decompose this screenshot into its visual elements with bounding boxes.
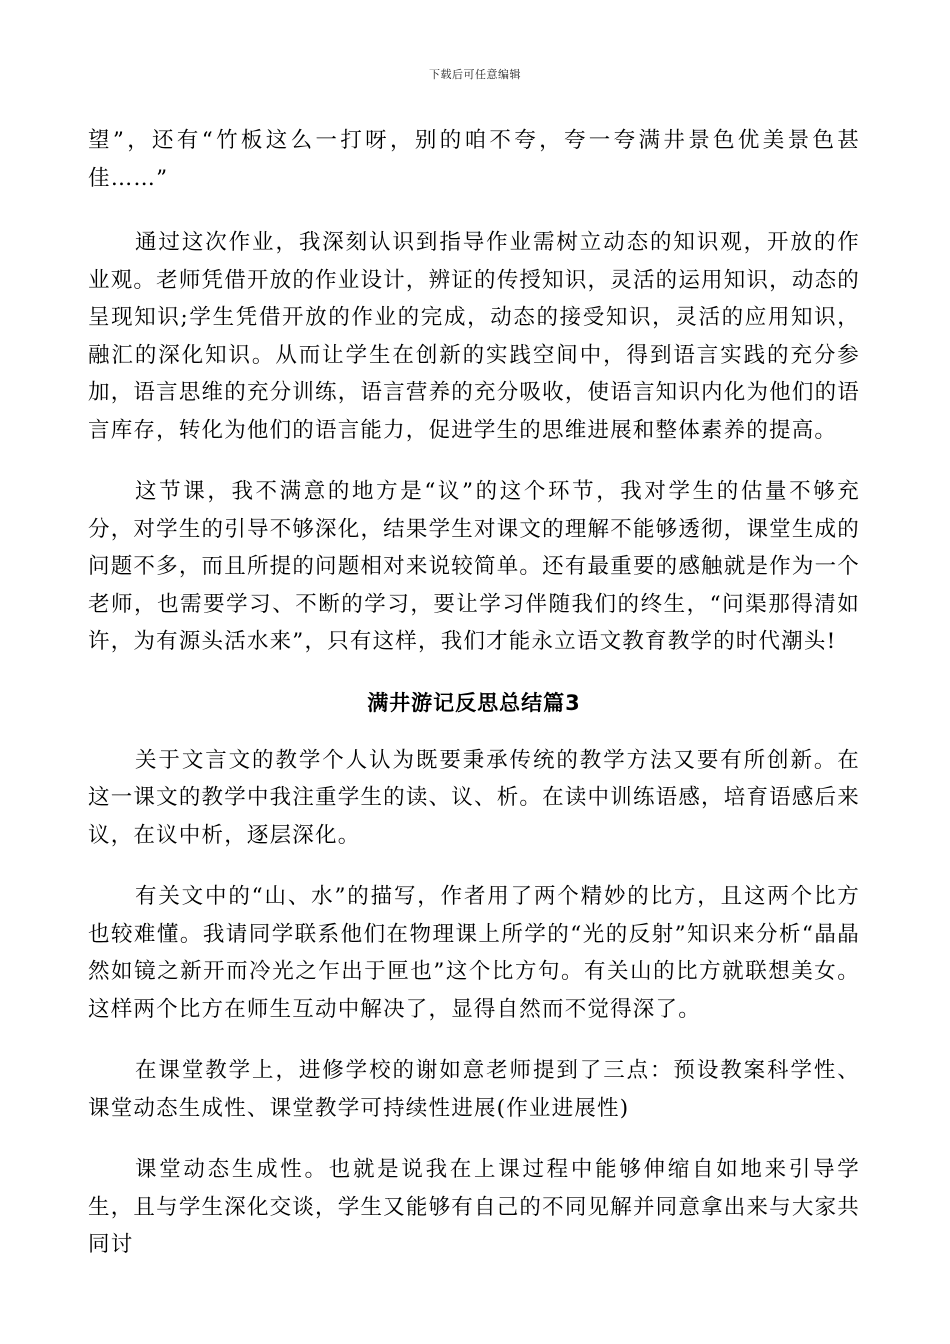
paragraph: 通过这次作业，我深刻认识到指导作业需树立动态的知识观，开放的作业观。老师凭借开放的作业设计，辨证的传授知识，灵活的运用知识，动态的呈现知识;学生凭借开放的作业的完成，动态的接受知识，灵活的应用知识，融汇的深化知识。从而让学生在创新的实践空间中，得到语言实践的充分参加，语言思维的充分训练，语言营养的充分吸收，使语言知识内化为他们的语言库存，转化为他们的语言能力，促进学生的思维进展和整体素养的提高。 bbox=[88, 230, 860, 443]
document-body bbox=[88, 122, 860, 1288]
page-header-note: 下载后可任意编辑 bbox=[429, 68, 521, 81]
section-heading: 满井游记反思总结篇3 bbox=[367, 690, 581, 715]
paragraph: 关于文言文的教学个人认为既要秉承传统的教学方法又要有所创新。在这一课文的教学中我注重学生的读、议、析。在读中训练语感，培育语感后来议，在议中析，逐层深化。 bbox=[88, 747, 860, 848]
paragraph: 在课堂教学上，进修学校的谢如意老师提到了三点：预设教案科学性、课堂动态生成性、课堂教学可持续性进展(作业进展性) bbox=[88, 1058, 860, 1121]
paragraph: 课堂动态生成性。也就是说我在上课过程中能够伸缩自如地来引导学生，且与学生深化交谈，学生又能够有自己的不同见解并同意拿出来与大家共同讨 bbox=[88, 1157, 860, 1257]
paragraph: 有关文中的“山、水”的描写，作者用了两个精妙的比方，且这两个比方也较难懂。我请同学联系他们在物理课上所学的“光的反射”知识来分析“晶晶然如镜之新开而冷光之乍出于匣也”这个比方句。有关山的比方就联想美女。这样两个比方在师生互动中解决了，显得自然而不觉得深了。 bbox=[88, 884, 860, 1022]
paragraph-continuation: 望”，还有“竹板这么一打呀，别的咱不夸，夸一夸满井景色优美景色甚佳……” bbox=[88, 128, 860, 191]
paragraph: 这节课，我不满意的地方是“议”的这个环节，我对学生的估量不够充分，对学生的引导不够深化，结果学生对课文的理解不能够透彻，课堂生成的问题不多，而且所提的问题相对来说较简单。还有最重要的感触就是作为一个老师，也需要学习、不断的学习，要让学习伴随我们的终生，“问渠那得清如许，为有源头活水来”，只有这样，我们才能永立语文教育教学的时代潮头! bbox=[88, 479, 860, 654]
